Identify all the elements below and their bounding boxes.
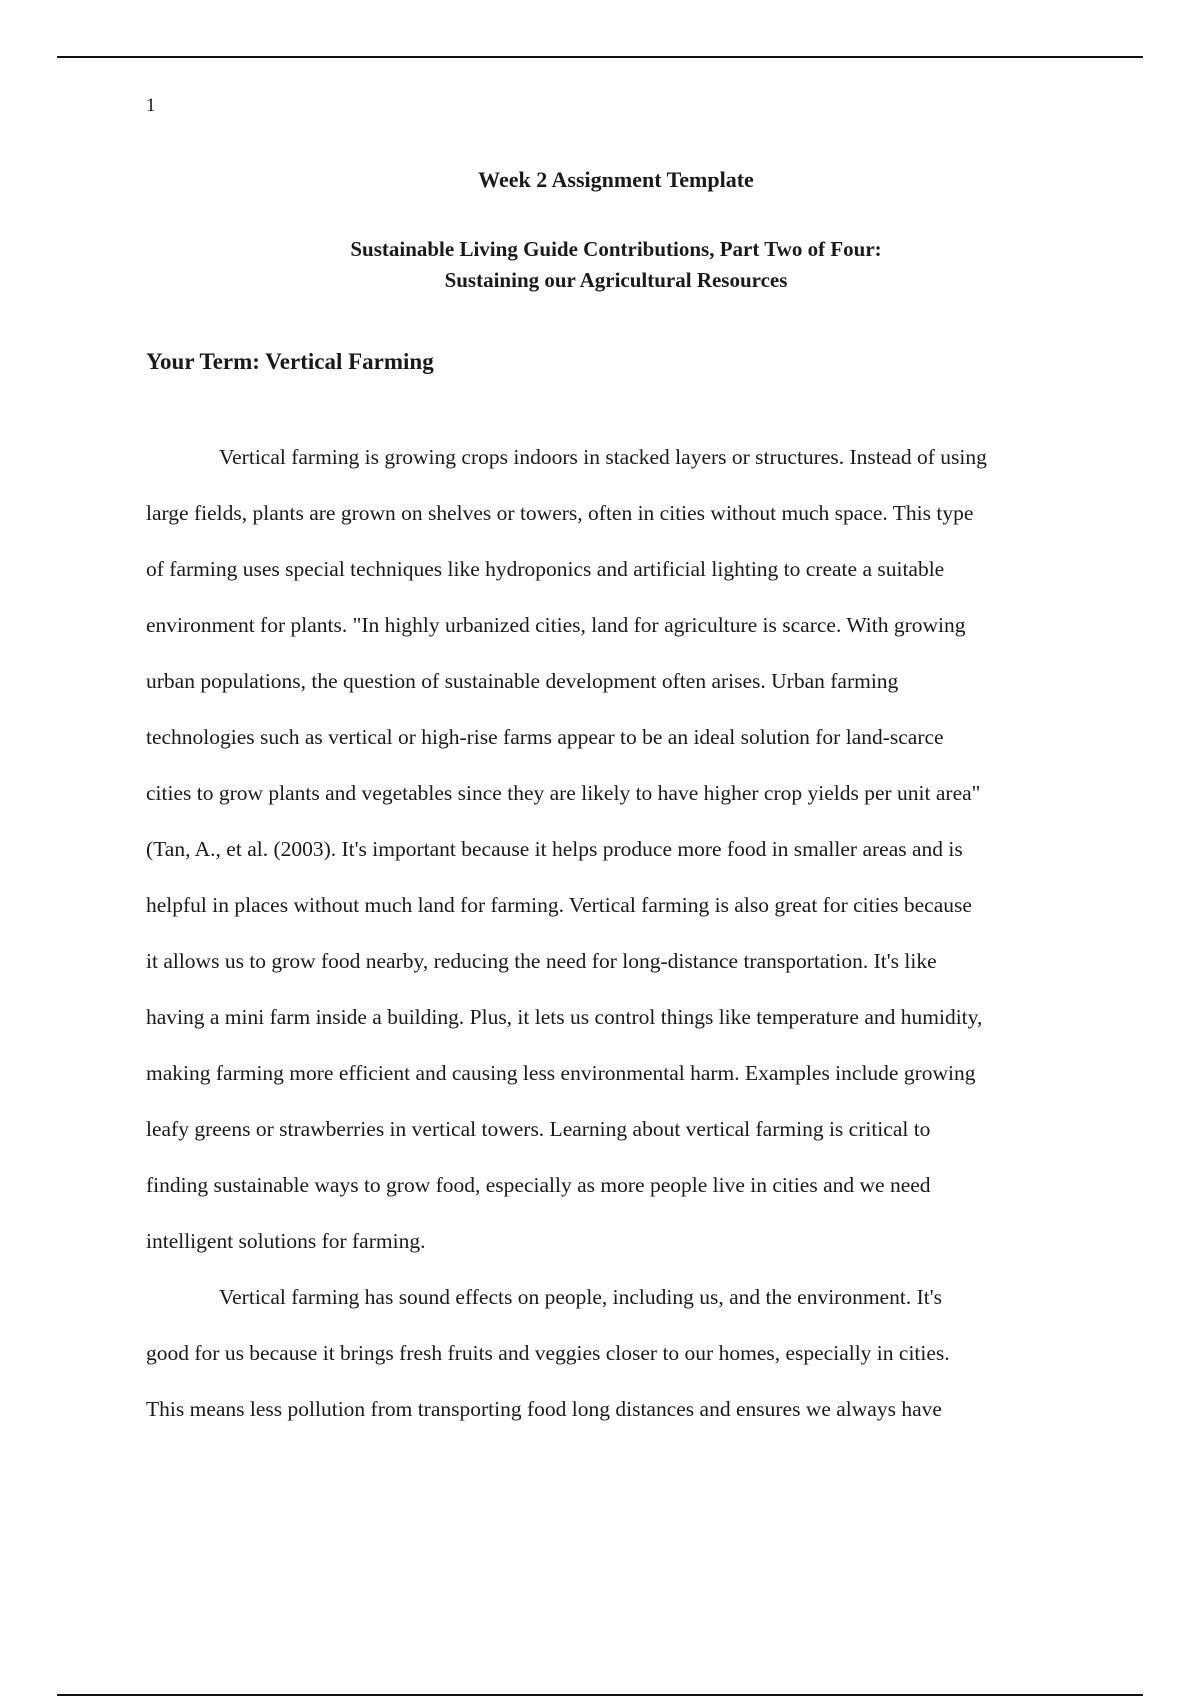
paragraph-line: intelligent solutions for farming. xyxy=(146,1229,426,1253)
body-text xyxy=(146,429,1106,1437)
paragraph-line: large fields, plants are grown on shelves or towers, often in cities without much space. This type xyxy=(146,501,974,525)
paragraph-line: it allows us to grow food nearby, reducing the need for long-distance transportation. It's like xyxy=(146,949,937,973)
paragraph-line: (Tan, A., et al. (2003). It's important because it helps produce more food in smaller areas and is xyxy=(146,837,963,861)
paragraph-line: urban populations, the question of sustainable development often arises. Urban farming xyxy=(146,669,899,693)
term-heading: Your Term: Vertical Farming xyxy=(146,349,434,374)
paragraph-line: making farming more efficient and causing less environmental harm. Examples include growing xyxy=(146,1061,976,1085)
paragraph-line: cities to grow plants and vegetables since they are likely to have higher crop yields per unit area" xyxy=(146,781,981,805)
document-subtitle xyxy=(146,234,1086,296)
paragraph-line: leafy greens or strawberries in vertical towers. Learning about vertical farming is critical to xyxy=(146,1117,931,1141)
document-title: Week 2 Assignment Template xyxy=(478,167,754,192)
subtitle-line-2: Sustaining our Agricultural Resources xyxy=(444,268,788,292)
paragraph-line: helpful in places without much land for farming. Vertical farming is also great for cities because xyxy=(146,893,972,917)
paragraph-line: good for us because it brings fresh fruits and veggies closer to our homes, especially in cities. xyxy=(146,1341,950,1365)
paragraph-line: of farming uses special techniques like hydroponics and artificial lighting to create a suitable xyxy=(146,557,945,581)
paragraph-line: environment for plants. "In highly urbanized cities, land for agriculture is scarce. With growing xyxy=(146,613,966,637)
header-rule xyxy=(57,56,1143,58)
paragraph-line: This means less pollution from transporting food long distances and ensures we always have xyxy=(146,1397,942,1421)
footer-rule xyxy=(57,1694,1143,1696)
paragraph-line: having a mini farm inside a building. Plus, it lets us control things like temperature and humidity, xyxy=(146,1005,983,1029)
paragraph-line: finding sustainable ways to grow food, especially as more people live in cities and we need xyxy=(146,1173,931,1197)
paragraph-line: Vertical farming is growing crops indoors in stacked layers or structures. Instead of using xyxy=(219,445,987,469)
subtitle-line-1: Sustainable Living Guide Contributions, Part Two of Four: xyxy=(350,237,882,261)
paragraph-line: Vertical farming has sound effects on people, including us, and the environment. It's xyxy=(219,1285,942,1309)
page-number: 1 xyxy=(146,95,156,116)
paragraph-line: technologies such as vertical or high-rise farms appear to be an ideal solution for land-scarce xyxy=(146,725,944,749)
